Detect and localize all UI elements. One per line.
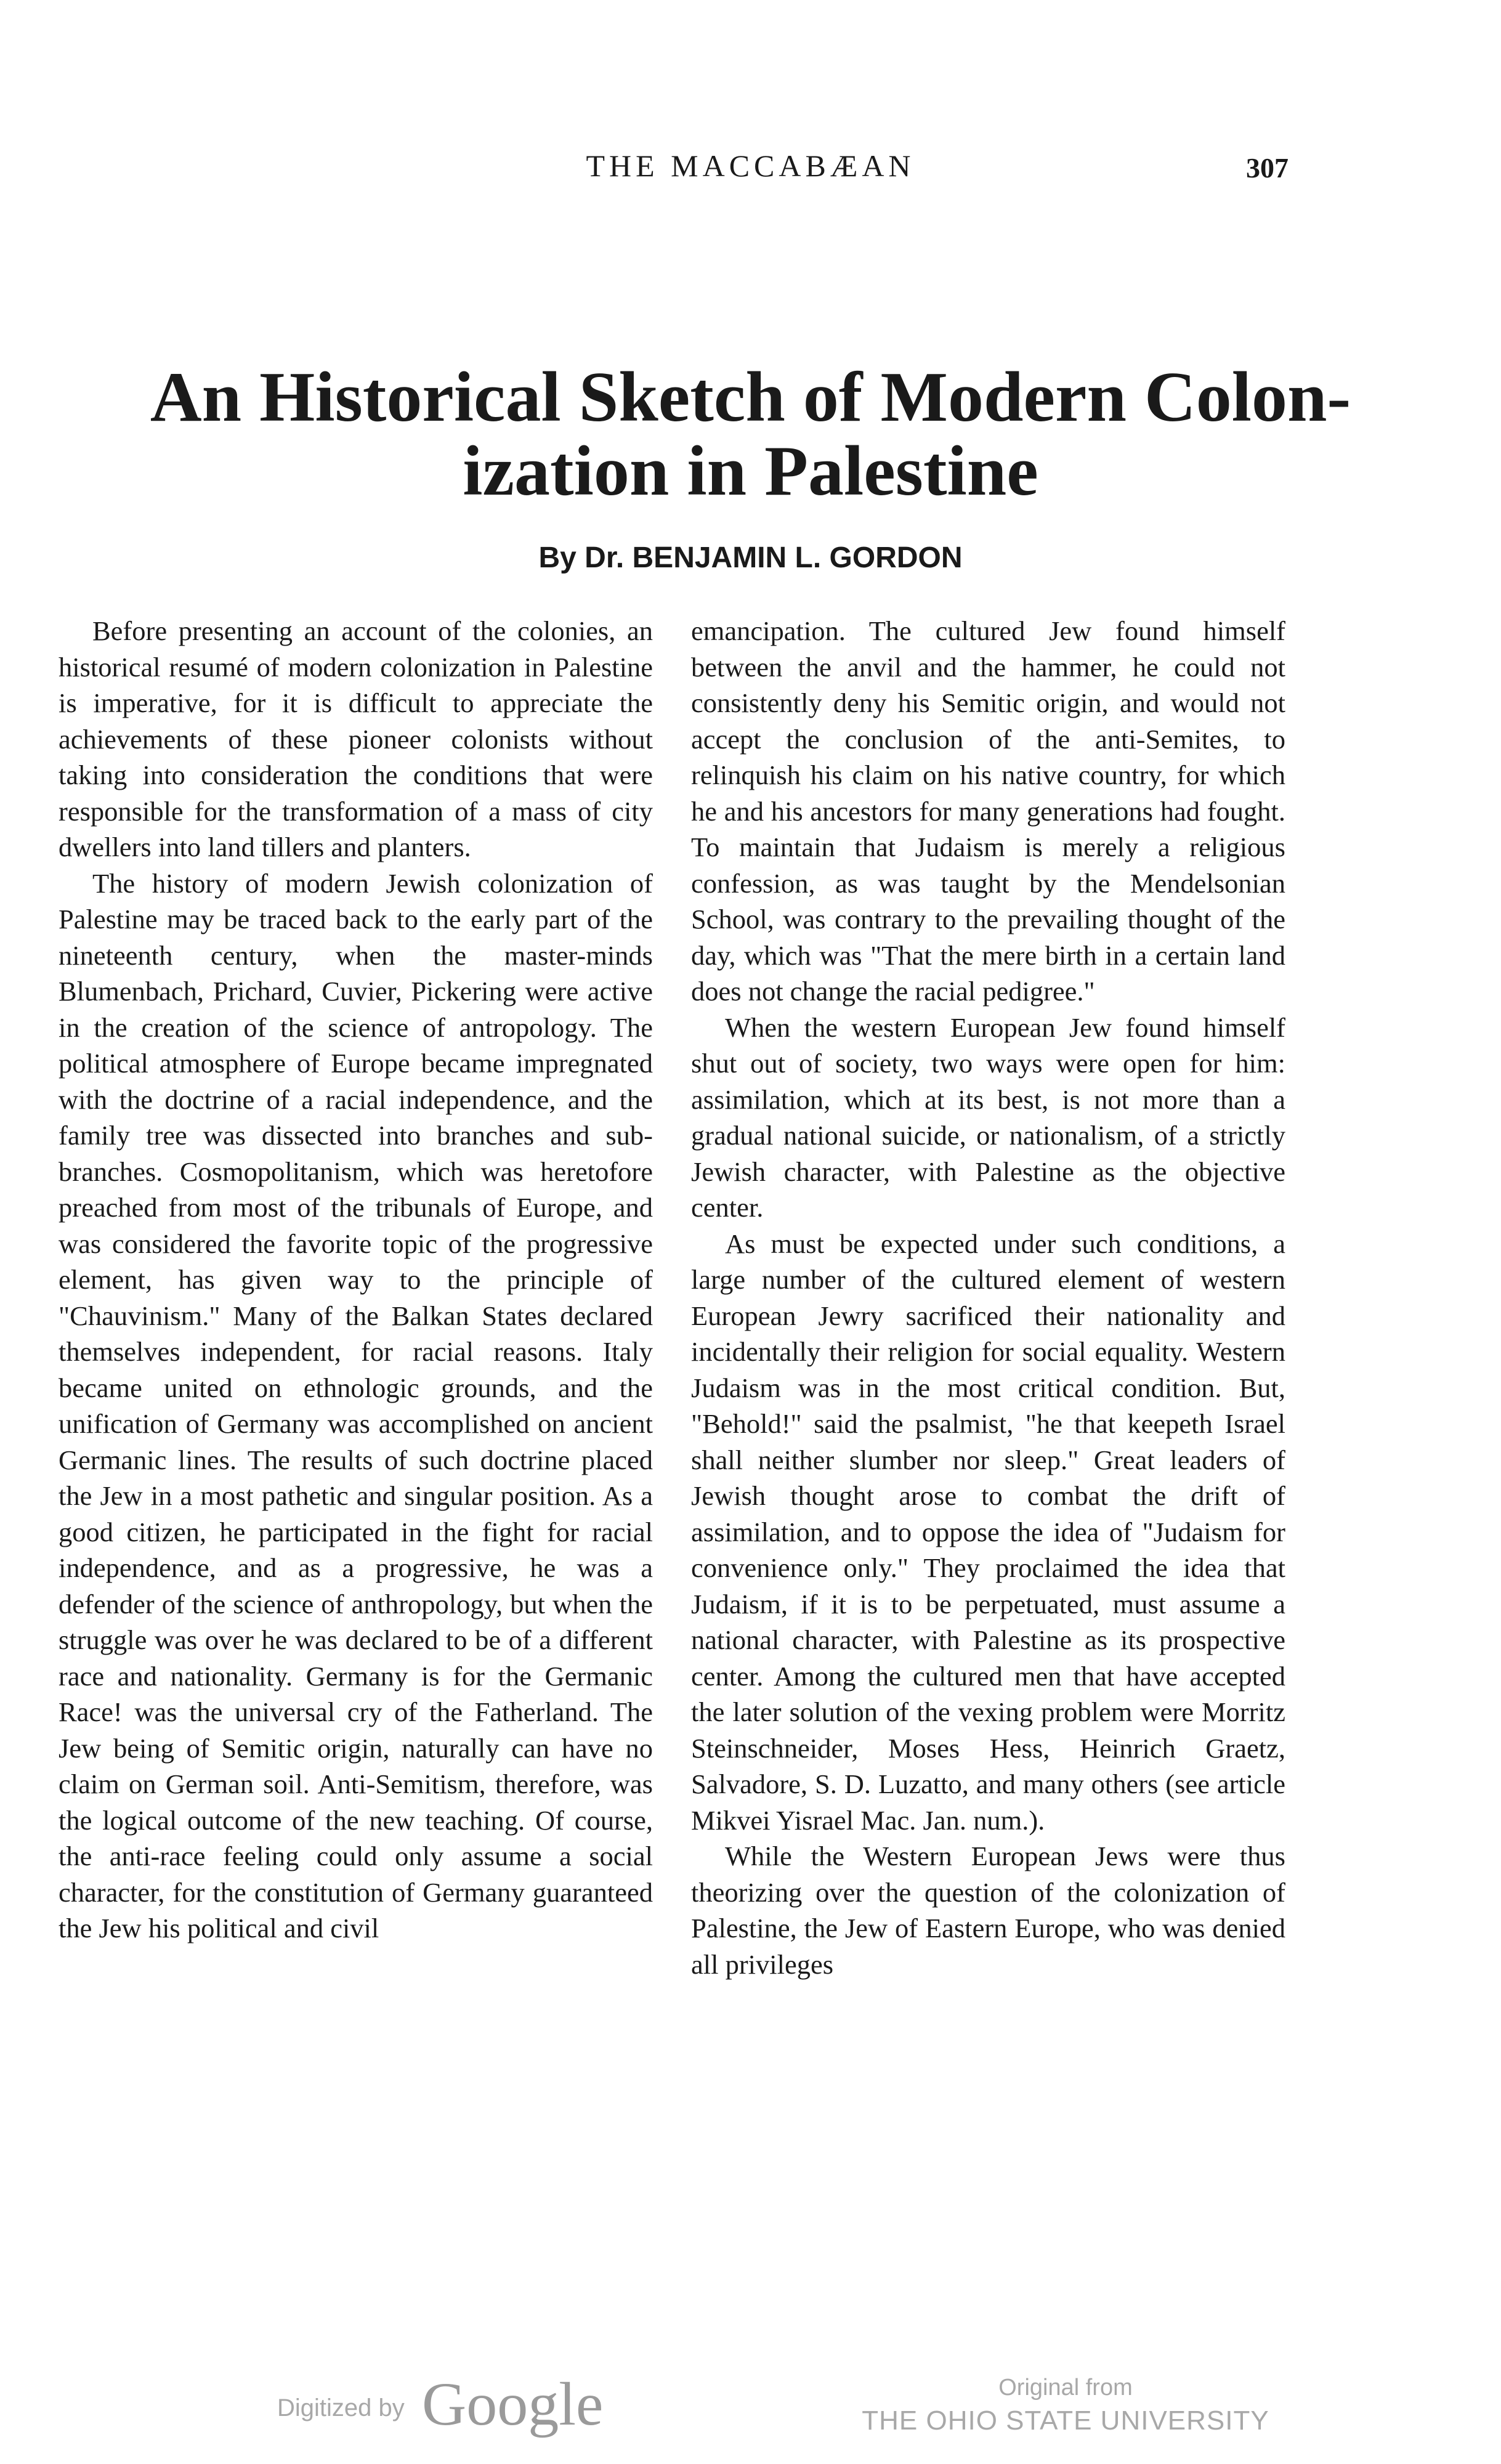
article-title [37, 358, 1464, 511]
running-head [0, 148, 1501, 191]
digitization-footer [0, 2362, 1501, 2464]
title-line-2: ization in Palestine [463, 432, 1038, 511]
page-number: 307 [1246, 152, 1289, 184]
byline: By Dr. BENJAMIN L. GORDON [538, 541, 963, 574]
title-line-1: An Historical Sketch of Modern Colon- [150, 358, 1351, 437]
digitized-by-label: Digitized by [277, 2394, 405, 2421]
paragraph: Before presenting an account of the colonies, an historical resumé of modern colonization in Palestine is imperative, for it is difficult to appreciate the achievements of these pioneer colonists without taking into consideration the conditions that were responsible for the transformation of a mass of city dwellers into land tillers and planters. [59, 615, 653, 862]
google-logo: Google [422, 2370, 604, 2438]
right-column [691, 613, 1285, 2332]
paragraph: The history of modern Jewish colonization of Palestine may be traced back to the early part of the nineteenth century, when the master-minds Blumenbach, Prichard, Cuvier, Pickering were active in the creation of the science of antropology. The political atmosphere of Europe became impregnated with the doctrine of a racial independence, and the family tree was dissected into branches and sub-branches. Cosmopolitanism, which was heretofore preached from most of the tribunals of Europe, and was considered the favorite topic of the progressive element, has given way to the principle of "Chauvinism." Many of the Balkan States declared themselves independent, for racial reasons. Italy became united on ethnologic grounds, and the unification of Germany was accomplished on ancient Germanic lines. The results of such doctrine placed the Jew in a most pathetic and singular position. As a good citizen, he participated in the fight for racial independence, and as a progressive, he was a defender of the science of anthropology, but when the struggle was over he was declared to be of a different race and nationality. Germany is for the Germanic Race! was the universal cry of the Fatherland. The Jew being of Semitic origin, naturally can have no claim on German soil. Anti-Semitism, therefore, was the logical outcome of the new teaching. Of course, the anti-race feeling could only assume a social character, for the constitution of Germany guaranteed the Jew his political and civil [59, 867, 653, 1943]
original-from-label: Original from [998, 2375, 1133, 2401]
journal-name: THE MACCABÆAN [586, 148, 915, 183]
institution-name: THE OHIO STATE UNIVERSITY [862, 2405, 1269, 2436]
paragraph: When the western European Jew found himself shut out of society, two ways were open for him: assimilation, which at its best, is not more than a gradual national suicide, or nationalism, of a strictly Jewish character, with Palestine as the objective center. [691, 1011, 1285, 1223]
left-column [59, 613, 653, 2332]
paragraph: emancipation. The cultured Jew found himself between the anvil and the hammer, he could not consistently deny his Semitic origin, and would not accept the conclusion of the anti-Semites, to relinquish his claim on his native country, for which he and his ancestors for many generations had fought. To maintain that Judaism is merely a religious confession, as was taught by the Mendelsonian School, was contrary to the prevailing thought of the day, which was "That the mere birth in a certain land does not change the racial pedigree." [691, 615, 1285, 1007]
paragraph: As must be expected under such conditions, a large number of the cultured element of western European Jewry sacrificed their nationality and incidentally their religion for social equality. Western Judaism was in the most critical condition. But, "Behold!" said the psalmist, "he that keepeth Israel shall neither slumber nor sleep." Great leaders of Jewish thought arose to combat the drift of assimilation, and to oppose the idea of "Judaism for convenience only." They proclaimed the idea that Judaism, if it is to be perpetuated, must assume a national character, with Palestine as its prospective center. Among the cultured men that have accepted the later solution of the vexing problem were Morritz Steinschneider, Moses Hess, Heinrich Graetz, Salvadore, S. D. Luzatto, and many others (see article Mikvei Yisrael Mac. Jan. num.). [691, 1228, 1285, 1836]
paragraph: While the Western European Jews were thus theorizing over the question of the colonization of Palestine, the Jew of Eastern Europe, who was denied all privileges [691, 1841, 1285, 1980]
